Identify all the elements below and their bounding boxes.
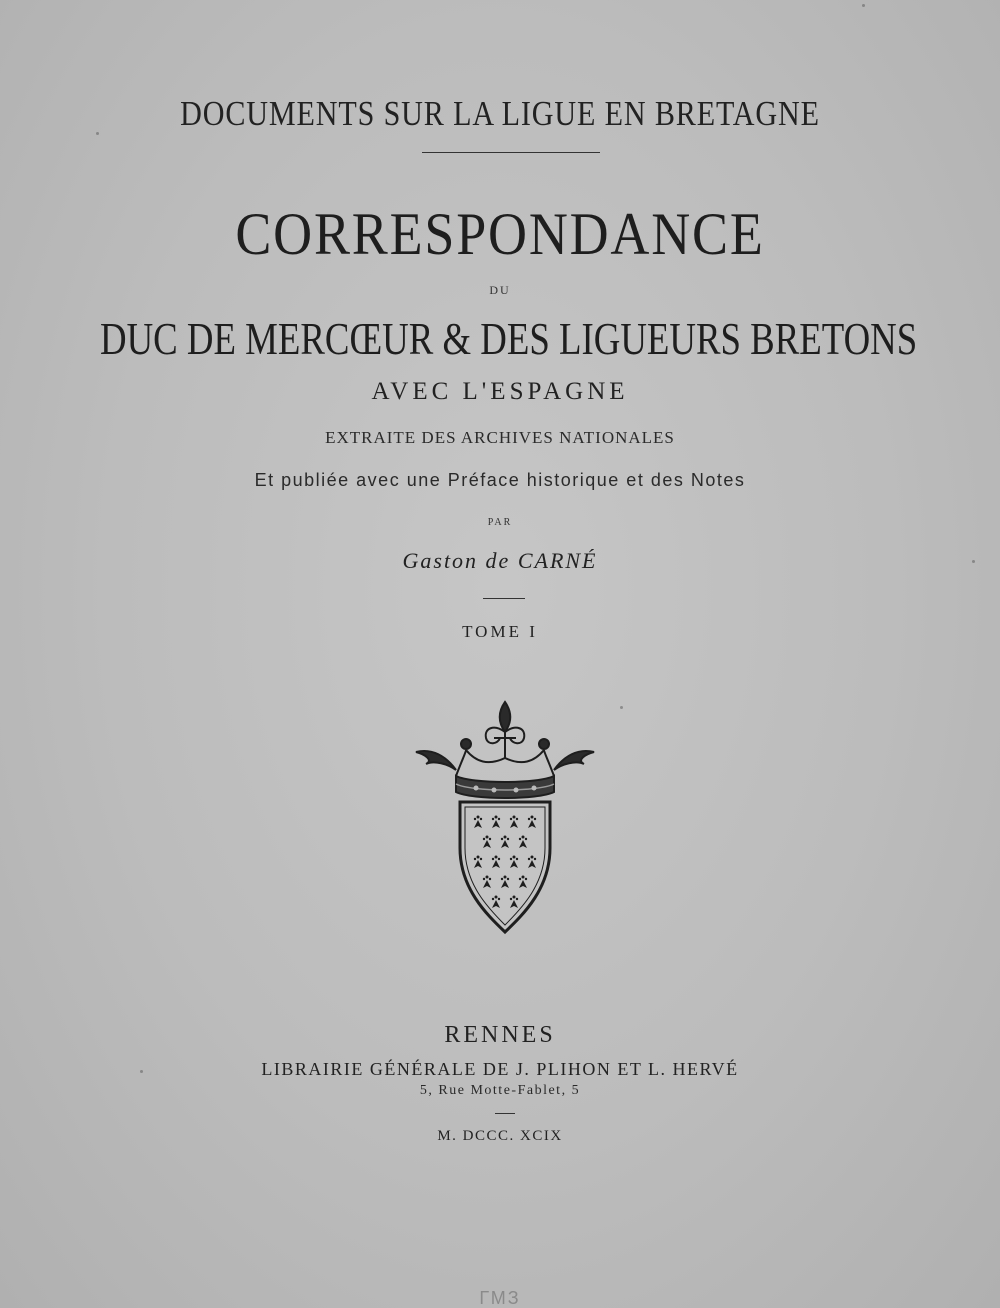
book-subtitle: DUC DE MERCŒUR & DES LIGUEURS BRETONS: [100, 313, 918, 364]
title-connector: DU: [489, 283, 511, 297]
subtitle-line-avec: AVEC L'ESPAGNE: [371, 378, 629, 405]
author-name: Gaston de CARNÉ: [402, 548, 598, 573]
source-line: EXTRAITE DES ARCHIVES NATIONALES: [325, 428, 675, 447]
paper-speck: [620, 706, 623, 709]
imprint-city: RENNES: [444, 1022, 556, 1048]
publication-note: Et publiée avec une Préface historique et des Notes: [254, 470, 746, 490]
paper-speck: [96, 132, 99, 135]
paper-speck: [972, 560, 975, 563]
paper-speck: [140, 1070, 143, 1073]
divider-rule: [422, 152, 600, 153]
book-title: CORRESPONDANCE: [235, 201, 765, 267]
paper-speck: [862, 4, 865, 7]
imprint-address: 5, Rue Motte-Fablet, 5: [419, 1083, 581, 1098]
volume-label: TOME I: [462, 622, 538, 641]
divider-rule: [483, 598, 525, 599]
library-stamp: ГМЗ: [479, 1288, 521, 1308]
imprint-publisher: LIBRAIRIE GÉNÉRALE DE J. PLIHON ET L. HERVÉ: [261, 1059, 739, 1079]
divider-rule: [495, 1113, 515, 1114]
series-title: DOCUMENTS SUR LA LIGUE EN BRETAGNE: [180, 94, 820, 133]
coronet-ermine-shield-icon: [412, 698, 598, 936]
author-connector: PAR: [487, 517, 513, 528]
imprint-year: M. DCCC. XCIX: [437, 1128, 563, 1144]
